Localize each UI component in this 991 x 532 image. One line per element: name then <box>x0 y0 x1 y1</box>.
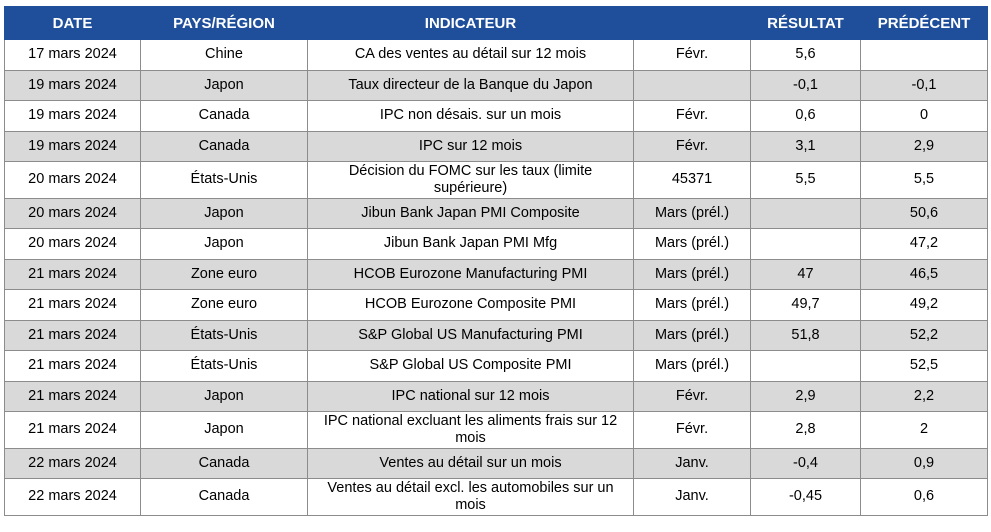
cell-previous: 47,2 <box>861 229 988 260</box>
cell-indicator: Ventes au détail excl. les automobiles sur un mois <box>308 479 634 516</box>
cell-result: 2,8 <box>751 412 861 449</box>
cell-result: 5,5 <box>751 162 861 199</box>
cell-country: Zone euro <box>141 290 308 321</box>
table-row <box>5 131 988 162</box>
cell-previous: 52,2 <box>861 320 988 351</box>
cell-period: Mars (prél.) <box>634 320 751 351</box>
table-row <box>5 351 988 382</box>
cell-date: 21 mars 2024 <box>5 259 141 290</box>
cell-country: États-Unis <box>141 320 308 351</box>
cell-date: 21 mars 2024 <box>5 381 141 412</box>
cell-country: Japon <box>141 70 308 101</box>
cell-period <box>634 70 751 101</box>
cell-date: 17 mars 2024 <box>5 40 141 71</box>
cell-period: Févr. <box>634 412 751 449</box>
cell-date: 19 mars 2024 <box>5 131 141 162</box>
cell-period: Mars (prél.) <box>634 259 751 290</box>
cell-indicator: Ventes au détail sur un mois <box>308 448 634 479</box>
table-row <box>5 448 988 479</box>
cell-date: 19 mars 2024 <box>5 101 141 132</box>
table-row <box>5 70 988 101</box>
header-result: RÉSULTAT <box>751 7 861 40</box>
cell-result: -0,1 <box>751 70 861 101</box>
cell-result: -0,45 <box>751 479 861 516</box>
cell-date: 21 mars 2024 <box>5 320 141 351</box>
cell-indicator: Jibun Bank Japan PMI Composite <box>308 198 634 229</box>
cell-country: Canada <box>141 479 308 516</box>
table-row <box>5 198 988 229</box>
cell-indicator: IPC non désais. sur un mois <box>308 101 634 132</box>
cell-previous: 2 <box>861 412 988 449</box>
cell-period: Mars (prél.) <box>634 290 751 321</box>
cell-result <box>751 229 861 260</box>
cell-indicator: Jibun Bank Japan PMI Mfg <box>308 229 634 260</box>
cell-indicator: Taux directeur de la Banque du Japon <box>308 70 634 101</box>
header-previous: PRÉDÉCENT <box>861 7 988 40</box>
cell-previous: -0,1 <box>861 70 988 101</box>
cell-date: 22 mars 2024 <box>5 448 141 479</box>
cell-period: Févr. <box>634 381 751 412</box>
cell-previous: 0 <box>861 101 988 132</box>
cell-country: Zone euro <box>141 259 308 290</box>
table-row <box>5 290 988 321</box>
cell-country: Japon <box>141 198 308 229</box>
cell-period: Janv. <box>634 479 751 516</box>
cell-indicator: IPC national sur 12 mois <box>308 381 634 412</box>
cell-previous: 0,6 <box>861 479 988 516</box>
cell-period: Févr. <box>634 101 751 132</box>
cell-period: Mars (prél.) <box>634 351 751 382</box>
cell-result: 5,6 <box>751 40 861 71</box>
header-indicator: INDICATEUR <box>308 7 634 40</box>
cell-previous <box>861 40 988 71</box>
cell-result: 3,1 <box>751 131 861 162</box>
table-row <box>5 101 988 132</box>
cell-indicator: S&P Global US Manufacturing PMI <box>308 320 634 351</box>
cell-period: Févr. <box>634 40 751 71</box>
header-period <box>634 7 751 40</box>
cell-previous: 49,2 <box>861 290 988 321</box>
economic-calendar-table <box>4 6 988 516</box>
table-row <box>5 479 988 516</box>
cell-indicator: Décision du FOMC sur les taux (limite supérieure) <box>308 162 634 199</box>
cell-indicator: CA des ventes au détail sur 12 mois <box>308 40 634 71</box>
cell-previous: 2,2 <box>861 381 988 412</box>
table-row <box>5 259 988 290</box>
cell-date: 20 mars 2024 <box>5 162 141 199</box>
cell-country: États-Unis <box>141 162 308 199</box>
cell-result <box>751 198 861 229</box>
cell-date: 20 mars 2024 <box>5 229 141 260</box>
cell-period: 45371 <box>634 162 751 199</box>
cell-result: -0,4 <box>751 448 861 479</box>
cell-date: 21 mars 2024 <box>5 351 141 382</box>
cell-country: États-Unis <box>141 351 308 382</box>
cell-date: 21 mars 2024 <box>5 412 141 449</box>
cell-period: Févr. <box>634 131 751 162</box>
cell-date: 21 mars 2024 <box>5 290 141 321</box>
table-row <box>5 320 988 351</box>
cell-period: Mars (prél.) <box>634 229 751 260</box>
cell-indicator: S&P Global US Composite PMI <box>308 351 634 382</box>
cell-period: Mars (prél.) <box>634 198 751 229</box>
cell-previous: 2,9 <box>861 131 988 162</box>
table-row <box>5 162 988 199</box>
cell-country: Japon <box>141 229 308 260</box>
cell-indicator: IPC sur 12 mois <box>308 131 634 162</box>
cell-result: 0,6 <box>751 101 861 132</box>
cell-country: Japon <box>141 412 308 449</box>
cell-country: Canada <box>141 448 308 479</box>
cell-result: 2,9 <box>751 381 861 412</box>
cell-previous: 0,9 <box>861 448 988 479</box>
cell-date: 22 mars 2024 <box>5 479 141 516</box>
cell-indicator: HCOB Eurozone Manufacturing PMI <box>308 259 634 290</box>
cell-previous: 52,5 <box>861 351 988 382</box>
cell-indicator: HCOB Eurozone Composite PMI <box>308 290 634 321</box>
cell-previous: 5,5 <box>861 162 988 199</box>
cell-date: 19 mars 2024 <box>5 70 141 101</box>
cell-result: 47 <box>751 259 861 290</box>
cell-previous: 50,6 <box>861 198 988 229</box>
table-row <box>5 229 988 260</box>
header-country: PAYS/RÉGION <box>141 7 308 40</box>
cell-indicator: IPC national excluant les aliments frais sur 12 mois <box>308 412 634 449</box>
cell-previous: 46,5 <box>861 259 988 290</box>
table-header-row <box>5 7 988 40</box>
cell-period: Janv. <box>634 448 751 479</box>
header-date: DATE <box>5 7 141 40</box>
table-row <box>5 412 988 449</box>
cell-date: 20 mars 2024 <box>5 198 141 229</box>
cell-country: Canada <box>141 131 308 162</box>
cell-result: 51,8 <box>751 320 861 351</box>
cell-country: Canada <box>141 101 308 132</box>
cell-result: 49,7 <box>751 290 861 321</box>
cell-country: Chine <box>141 40 308 71</box>
cell-result <box>751 351 861 382</box>
cell-country: Japon <box>141 381 308 412</box>
table-row <box>5 381 988 412</box>
table-row <box>5 40 988 71</box>
